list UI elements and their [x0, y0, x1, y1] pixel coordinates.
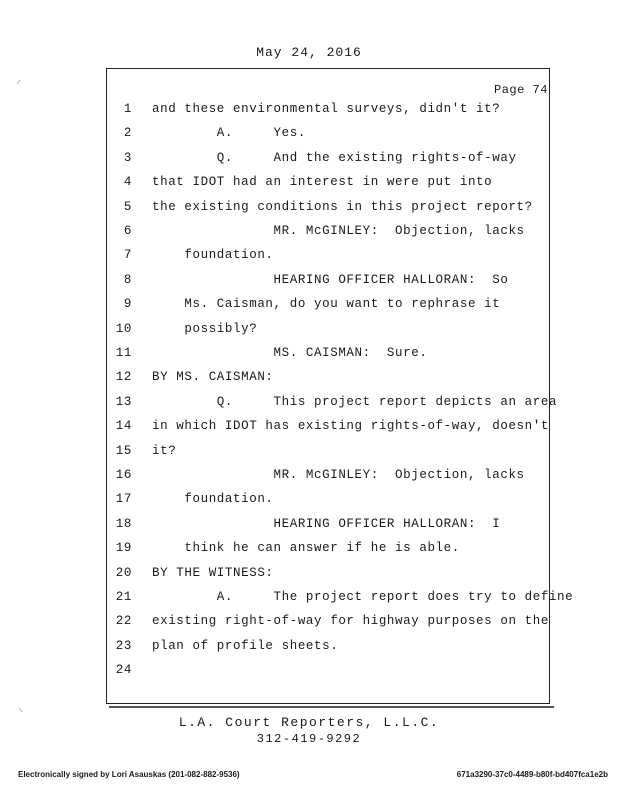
transcript-line [110, 492, 546, 516]
transcript-line [110, 346, 546, 370]
line-number: 17 [115, 492, 132, 507]
transcript-line [110, 297, 546, 321]
line-text: MR. McGINLEY: Objection, lacks [152, 224, 525, 238]
line-number: 3 [123, 150, 132, 165]
transcript-line [110, 590, 574, 614]
line-text: and these environmental surveys, didn't it? [152, 102, 501, 116]
line-text: Q. And the existing rights-of-way [152, 150, 517, 165]
scan-mark-top-left: ⸝ [16, 75, 21, 86]
line-number: 19 [115, 541, 132, 556]
line-number: 12 [115, 370, 132, 385]
line-text: think he can answer if he is able. [152, 541, 460, 556]
line-number: 18 [115, 516, 132, 531]
line-text: it? [152, 443, 177, 458]
transcript-line [110, 175, 546, 199]
line-number: 20 [115, 565, 132, 580]
transcript-line [110, 663, 546, 687]
transcript-line [110, 151, 546, 175]
transcript-line [110, 322, 546, 346]
transcript-line [110, 224, 546, 248]
line-number: 4 [123, 175, 132, 190]
transcript-line [110, 639, 546, 663]
line-number: 5 [123, 199, 132, 214]
line-number: 22 [115, 614, 132, 629]
line-number: 21 [115, 590, 132, 604]
line-text: possibly? [152, 321, 258, 336]
court-reporter-firm: L.A. Court Reporters, L.L.C. [178, 715, 440, 730]
line-number: 14 [115, 419, 132, 434]
line-number: 10 [115, 321, 132, 336]
transcript-line [110, 419, 549, 443]
line-number: 6 [123, 224, 132, 238]
transcript-line [110, 370, 546, 394]
line-number: 8 [123, 272, 132, 287]
transcript-line [110, 517, 546, 541]
line-number: 2 [123, 126, 132, 141]
transcript-line [110, 614, 549, 638]
line-text: the existing conditions in this project report? [152, 199, 533, 214]
line-text: BY MS. CAISMAN: [152, 370, 274, 385]
line-number: 11 [115, 346, 132, 360]
line-number: 13 [115, 394, 132, 409]
line-text: in which IDOT has existing rights-of-way, doesn't [152, 419, 549, 434]
line-number: 1 [123, 102, 132, 116]
line-text: Ms. Caisman, do you want to rephrase it [152, 297, 501, 312]
line-text: foundation. [152, 248, 274, 263]
line-text: MS. CAISMAN: Sure. [152, 346, 428, 360]
line-text: Q. This project report depicts an area [152, 394, 558, 409]
transcript-line [110, 468, 546, 492]
transcript-line [110, 444, 546, 468]
line-number: 7 [123, 248, 132, 263]
electronic-signature-note: Electronically signed by Lori Asauskas (201-082-882-9536) [18, 770, 240, 779]
court-reporter-phone: 312-419-9292 [256, 732, 362, 746]
line-text: BY THE WITNESS: [152, 565, 274, 580]
transcript-line [110, 248, 546, 272]
line-text: A. Yes. [152, 126, 306, 141]
line-number: 24 [115, 663, 132, 678]
transcript-line [110, 566, 546, 590]
line-number: 15 [115, 443, 132, 458]
transcript-line [110, 126, 546, 150]
line-text: foundation. [152, 492, 274, 507]
line-number: 23 [115, 638, 132, 653]
line-text: that IDOT had an interest in were put into [152, 175, 493, 190]
transcript-line [110, 541, 546, 565]
line-text: HEARING OFFICER HALLORAN: So [152, 272, 509, 287]
line-text: HEARING OFFICER HALLORAN: I [152, 516, 501, 531]
line-text: MR. McGINLEY: Objection, lacks [152, 468, 525, 482]
transcript-line [110, 200, 546, 224]
document-hash: 671a3290-37c0-4489-b80f-bd407fca1e2b [456, 770, 608, 779]
transcript-line [110, 273, 546, 297]
date-header: May 24, 2016 [256, 45, 362, 60]
page-number: Page 74 [494, 83, 548, 97]
transcript-line [110, 102, 546, 126]
line-text: existing right-of-way for highway purposes on the [152, 614, 549, 629]
transcript-line [110, 394, 558, 419]
line-number: 16 [115, 468, 132, 482]
line-number: 9 [123, 297, 132, 312]
scan-mark-bottom-left: ⸜ [18, 703, 23, 714]
line-text: A. The project report does try to define [152, 590, 574, 604]
line-text: plan of profile sheets. [152, 638, 339, 653]
